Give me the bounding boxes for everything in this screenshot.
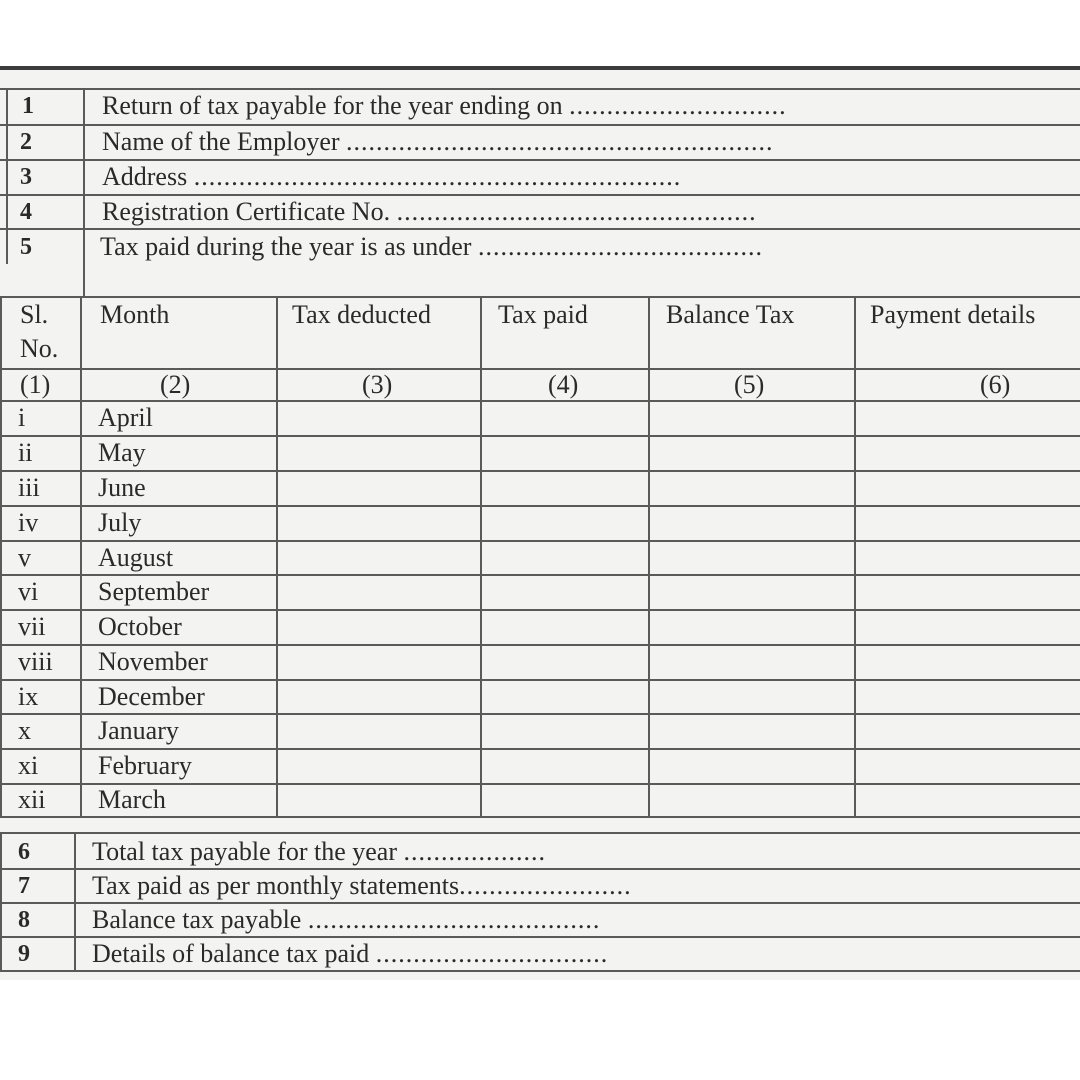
item-label: Tax paid as per monthly statements....................... (92, 871, 632, 900)
header-line (0, 194, 1080, 196)
row-month: October (98, 612, 182, 641)
footer-vline (74, 832, 76, 972)
row-month: December (98, 682, 205, 711)
item-number: 4 (20, 199, 32, 225)
column-number: (4) (548, 370, 579, 399)
row-sl: vii (18, 612, 46, 641)
row-sl: iv (18, 508, 39, 537)
row-month: January (98, 716, 179, 745)
row-month: April (98, 403, 153, 432)
header-line (0, 124, 1080, 126)
fill-in-blank[interactable]: ......................................................... (346, 127, 774, 156)
header-line (0, 228, 1080, 230)
table-line (0, 609, 1080, 611)
item-label: Tax paid during the year is as under ...................................... (100, 232, 763, 261)
row-sl: x (18, 716, 31, 745)
header-line (0, 296, 1080, 298)
footer-line (0, 902, 1080, 904)
fill-in-blank[interactable]: ................................................ (396, 197, 757, 226)
footer-line (0, 970, 1080, 972)
row-month: May (98, 438, 146, 467)
item-label: Balance tax payable ....................................... (92, 905, 601, 934)
column-number: (5) (734, 370, 765, 399)
fill-in-blank[interactable]: ................................................................. (193, 162, 682, 191)
column-header-tax-paid: Tax paid (498, 300, 588, 329)
column-number: (3) (362, 370, 393, 399)
fill-in-blank[interactable]: ............................... (375, 939, 609, 968)
item-number: 3 (20, 164, 32, 190)
table-vline (480, 296, 482, 818)
row-sl: xii (18, 785, 46, 814)
item-label: Address ................................................................. (102, 162, 682, 191)
footer-line (0, 868, 1080, 870)
item-label: Return of tax payable for the year ending on ............................. (102, 91, 787, 120)
table-line (0, 713, 1080, 715)
column-number: (2) (160, 370, 191, 399)
table-vline (276, 296, 278, 818)
row-month: July (98, 508, 142, 537)
column-header-sl: Sl. (20, 300, 49, 329)
column-header-tax-deducted: Tax deducted (292, 300, 431, 329)
fill-in-blank[interactable]: ............................. (569, 91, 787, 120)
column-header-balance-tax: Balance Tax (666, 300, 795, 329)
row-sl: v (18, 543, 31, 572)
row-sl: i (18, 403, 26, 432)
table-vline (80, 296, 82, 818)
table-line (0, 644, 1080, 646)
row-sl: xi (18, 751, 39, 780)
item-label: Details of balance tax paid ............................... (92, 939, 609, 968)
item-number: 6 (18, 839, 30, 865)
item-label: Registration Certificate No. ................................................ (102, 197, 757, 226)
fill-in-blank[interactable]: ....................... (459, 871, 632, 900)
row-month: June (98, 473, 146, 502)
item-number: 9 (18, 941, 30, 967)
header-vline (6, 88, 8, 264)
column-header-sl-no: No. (20, 334, 59, 363)
item-number: 5 (20, 234, 32, 260)
item-label: Name of the Employer ......................................................... (102, 127, 774, 156)
row-month: September (98, 577, 210, 606)
table-vline (854, 296, 856, 818)
table-line (0, 470, 1080, 472)
table-line (0, 505, 1080, 507)
table-line (0, 816, 1080, 818)
row-month: August (98, 543, 174, 572)
item-number: 7 (18, 873, 30, 899)
row-month: November (98, 647, 208, 676)
header-line (0, 88, 1080, 90)
table-line (0, 400, 1080, 402)
row-sl: vi (18, 577, 39, 606)
item-number: 8 (18, 907, 30, 933)
row-sl: ix (18, 682, 39, 711)
header-vline (83, 88, 85, 296)
item-number: 1 (22, 93, 34, 119)
footer-vline (0, 832, 2, 972)
footer-line (0, 936, 1080, 938)
column-header-payment-details: Payment details (870, 300, 1036, 329)
table-line (0, 679, 1080, 681)
row-month: March (98, 785, 166, 814)
column-number: (6) (980, 370, 1011, 399)
row-sl: iii (18, 473, 40, 502)
column-header-month: Month (100, 300, 170, 329)
table-line (0, 435, 1080, 437)
row-sl: ii (18, 438, 33, 467)
table-line (0, 574, 1080, 576)
footer-line (0, 832, 1080, 834)
fill-in-blank[interactable]: ....................................... (307, 905, 601, 934)
item-label: Total tax payable for the year ................... (92, 837, 546, 866)
table-line (0, 540, 1080, 542)
row-sl: viii (18, 647, 53, 676)
header-line (0, 159, 1080, 161)
fill-in-blank[interactable]: ................... (403, 837, 546, 866)
table-vline (0, 296, 2, 818)
item-number: 2 (20, 129, 32, 155)
row-month: February (98, 751, 192, 780)
table-line (0, 748, 1080, 750)
fill-in-blank[interactable]: ...................................... (477, 232, 763, 261)
column-number: (1) (20, 370, 51, 399)
table-vline (648, 296, 650, 818)
